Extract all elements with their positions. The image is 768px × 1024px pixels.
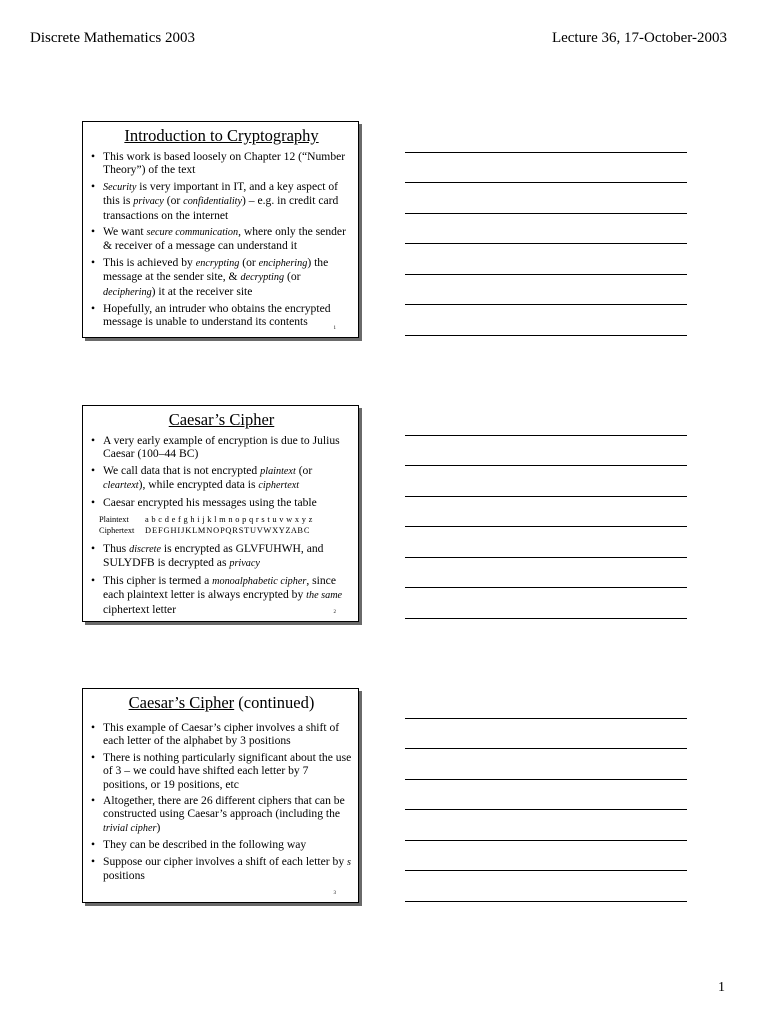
- note-line: [405, 840, 687, 841]
- note-line: [405, 748, 687, 749]
- note-line: [405, 304, 687, 305]
- note-line: [405, 465, 687, 466]
- bullet-item: • They can be described in the following way: [91, 838, 352, 851]
- bullet-item: • Hopefully, an intruder who obtains the encrypted message is unable to understand its contents: [91, 302, 352, 329]
- note-line: [405, 496, 687, 497]
- ciphertext-row: [99, 526, 352, 537]
- note-line: [405, 435, 687, 436]
- note-line: [405, 335, 687, 336]
- note-line: [405, 243, 687, 244]
- bullet-item: • We want secure communication, where only the sender & receiver of a message can understand it: [91, 225, 352, 253]
- bullet-list: [91, 542, 352, 616]
- note-line: [405, 718, 687, 719]
- bullet-list: [91, 434, 352, 509]
- slide-number: 1: [333, 326, 336, 331]
- bullet-item: • We call data that is not encrypted plaintext (or cleartext), while encrypted data is ciphertext: [91, 464, 352, 493]
- bullet-item: • Suppose our cipher involves a shift of each letter by s positions: [91, 855, 352, 883]
- plaintext-letters: a b c d e f g h i j k l m n o p q r s t u v w x y z: [145, 515, 313, 525]
- note-line: [405, 213, 687, 214]
- note-line: [405, 152, 687, 153]
- bullet-item: • Security is very important in IT, and a key aspect of this is privacy (or confidentiality) – e.g. in credit card transactions on the internet: [91, 180, 352, 222]
- plaintext-row: [99, 515, 352, 526]
- note-line: [405, 618, 687, 619]
- slide-title: Caesar’s Cipher: [168, 410, 275, 429]
- note-line: [405, 901, 687, 902]
- bullet-item: • Altogether, there are 26 different ciphers that can be constructed using Caesar’s approach (including the trivial cipher): [91, 794, 352, 835]
- slide-number: 3: [333, 891, 336, 896]
- bullet-item: • This work is based loosely on Chapter 12 (“Number Theory”) of the text: [91, 150, 352, 177]
- slide-intro-cryptography: [82, 121, 359, 338]
- plaintext-label: Plaintext: [99, 515, 129, 525]
- slide-caesars-cipher-continued: [82, 688, 359, 903]
- bullet-list: [91, 721, 352, 882]
- bullet-item: • This is achieved by encrypting (or enciphering) the message at the sender site, & decrypting (or deciphering) it at the receiver site: [91, 256, 352, 299]
- note-line: [405, 870, 687, 871]
- bullet-list: [91, 150, 352, 329]
- bullet-item: • This example of Caesar’s cipher involves a shift of each letter of the alphabet by 3 positions: [91, 721, 352, 748]
- bullet-item: • There is nothing particularly significant about the use of 3 – we could have shifted each letter by 7 positions, or 19 positions, etc: [91, 751, 352, 791]
- note-line: [405, 557, 687, 558]
- ciphertext-label: Ciphertext: [99, 525, 135, 535]
- bullet-item: • A very early example of encryption is due to Julius Caesar (100–44 BC): [91, 434, 352, 461]
- note-line: [405, 779, 687, 780]
- slide-number: 2: [333, 610, 336, 615]
- note-line: [405, 526, 687, 527]
- note-line: [405, 274, 687, 275]
- bullet-item: • Caesar encrypted his messages using the table: [91, 496, 352, 509]
- slide-title: Introduction to Cryptography: [124, 126, 319, 145]
- note-line: [405, 182, 687, 183]
- page-number: 1: [718, 980, 725, 995]
- cipher-table: [99, 515, 352, 536]
- lecture-info: Lecture 36, 17-October-2003: [551, 30, 727, 46]
- note-line: [405, 809, 687, 810]
- ciphertext-letters: D E F G H I J K L M N O P Q R S T U V W X Y Z A B C: [145, 525, 309, 535]
- bullet-item: • This cipher is termed a monoalphabetic cipher, since each plaintext letter is always encrypted by the same ciphertext letter: [91, 574, 352, 616]
- slide-title: Caesar’s Cipher (continued): [128, 693, 315, 712]
- course-title: Discrete Mathematics 2003: [30, 30, 195, 46]
- slide-caesars-cipher: [82, 405, 359, 622]
- note-line: [405, 587, 687, 588]
- bullet-item: • Thus discrete is encrypted as GLVFUHWH, and SULYDFB is decrypted as privacy: [91, 542, 352, 571]
